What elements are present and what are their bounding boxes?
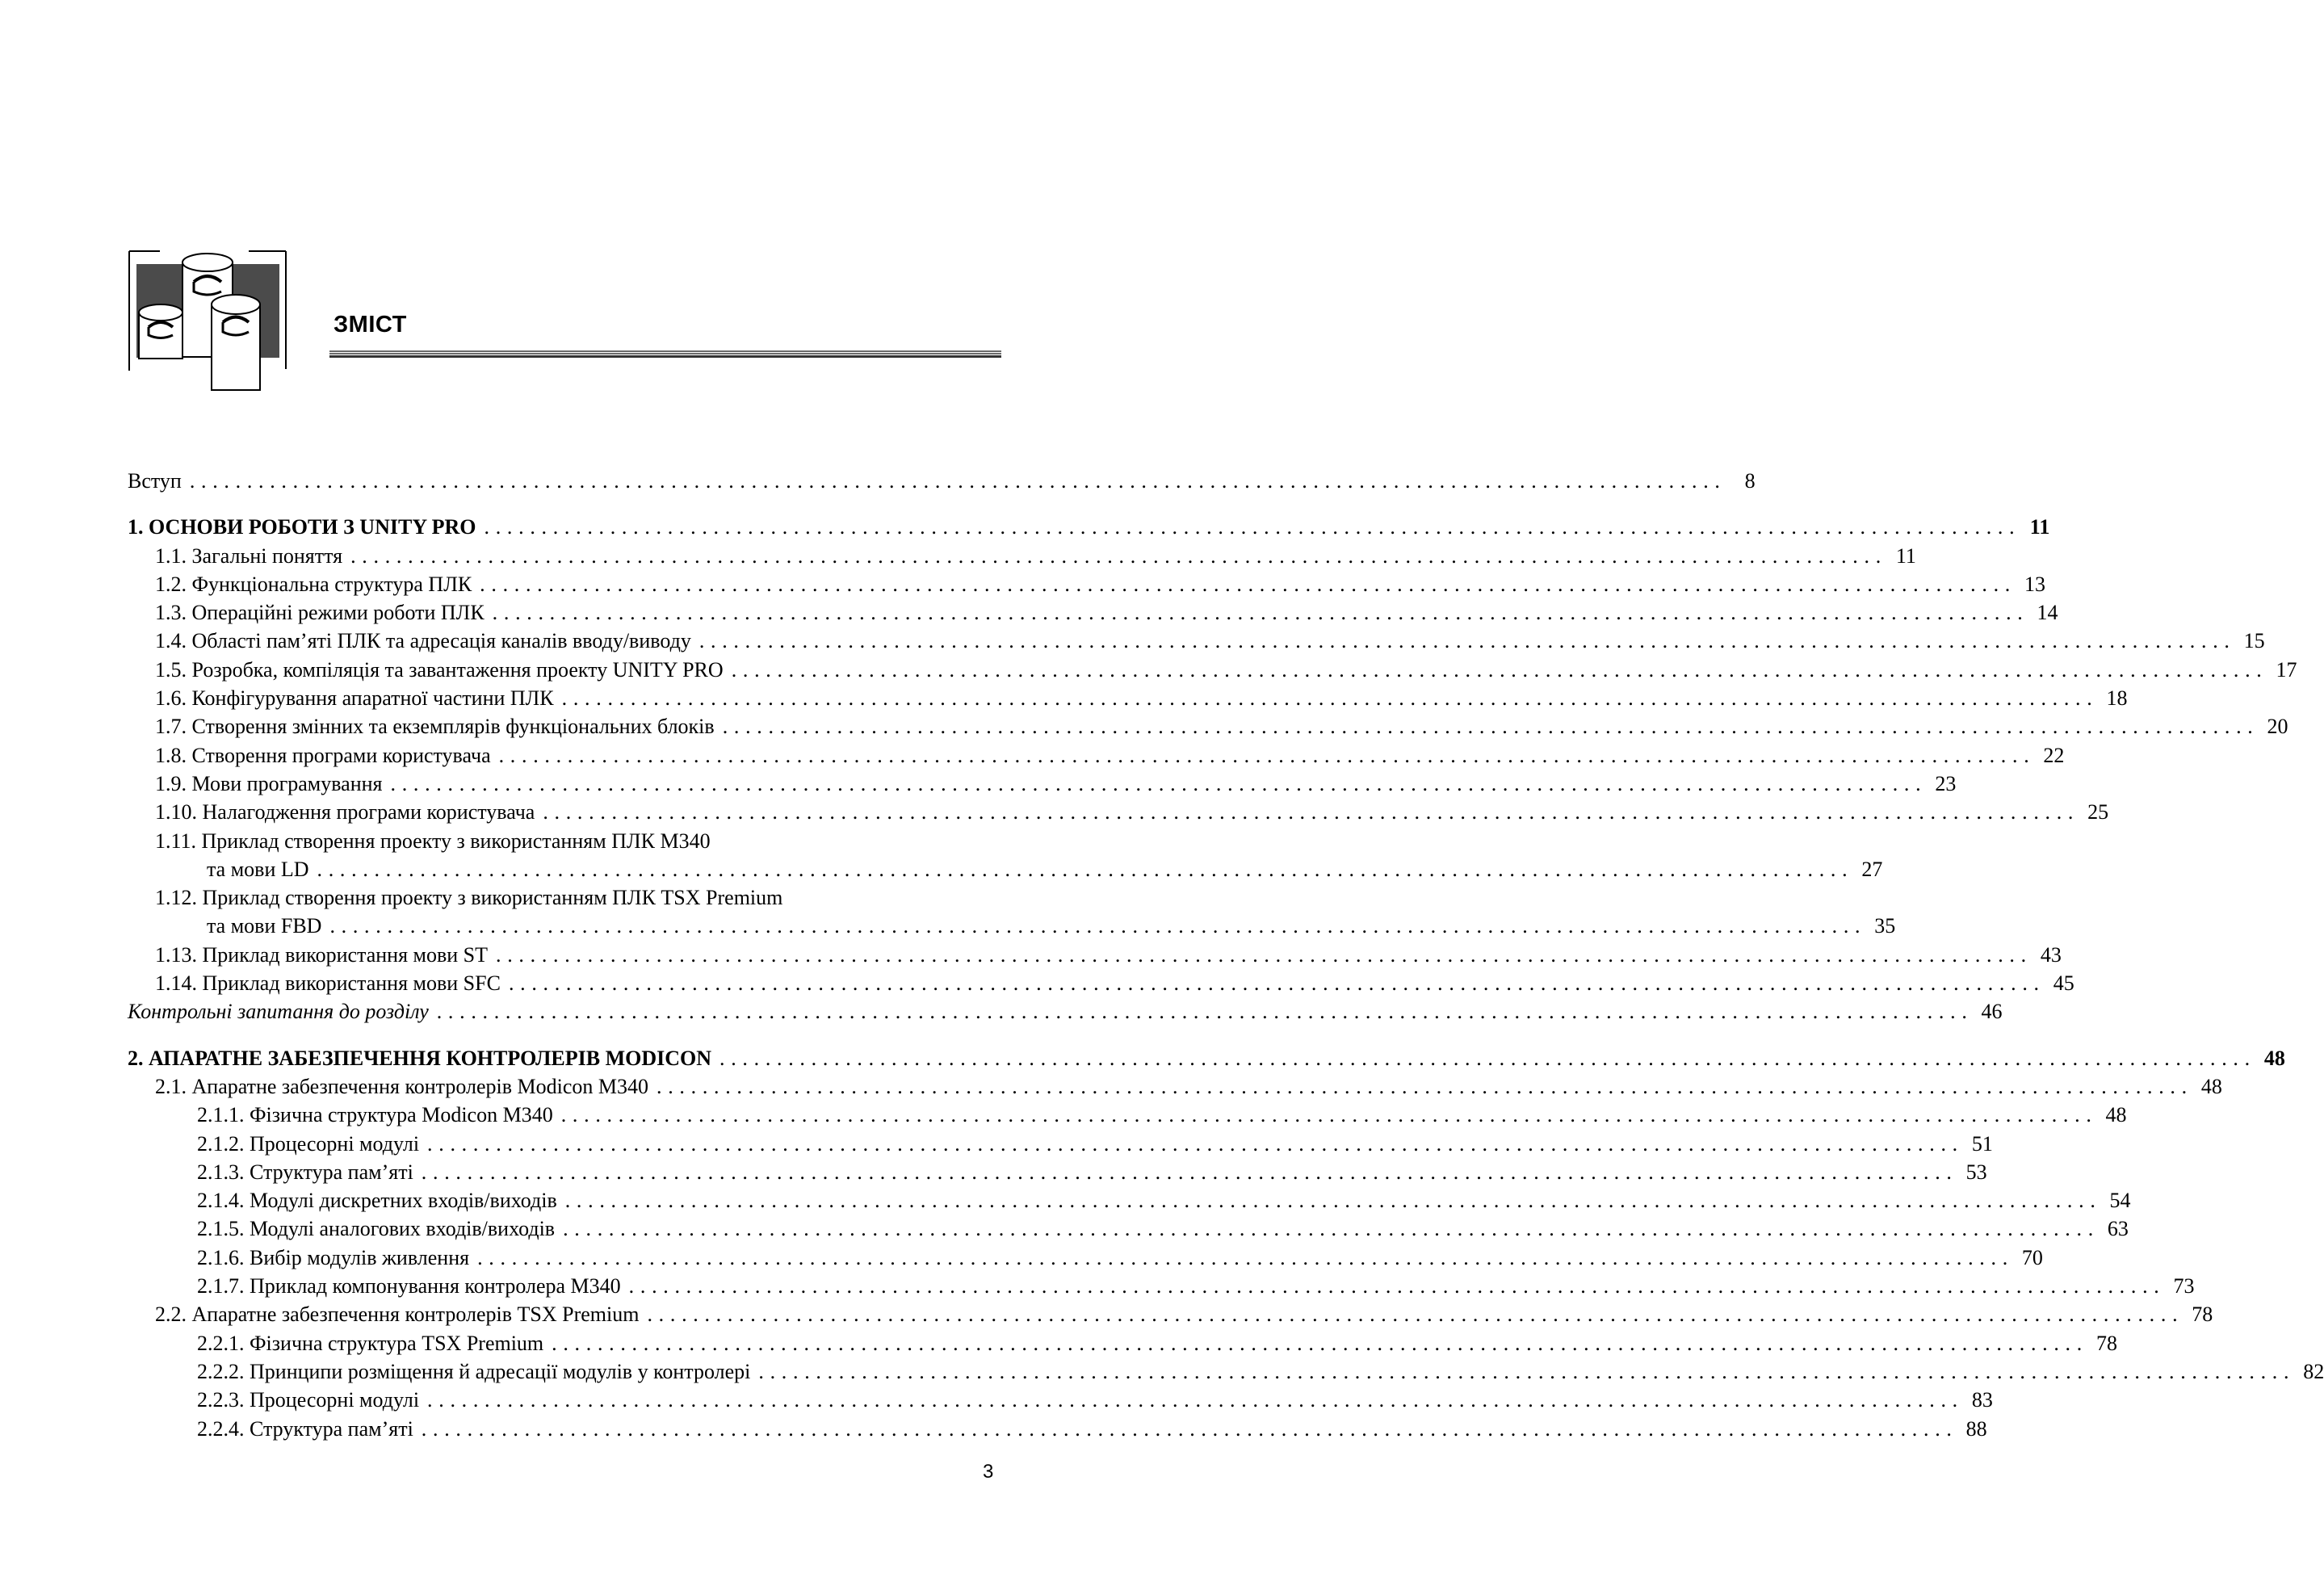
toc-entry[interactable]: 1.9. Мови програмування ...................................................................................................................................... 23 bbox=[155, 771, 1957, 795]
leader-dots: ...................................................................................................................................... bbox=[189, 469, 1726, 493]
toc-entry-line1[interactable]: 1.11. Приклад створення проекту з використанням ПЛК M340 bbox=[155, 829, 711, 853]
toc-entry[interactable]: 1.2. Функціональна структура ПЛК ...................................................................................................................................... 13 bbox=[155, 572, 2045, 596]
toc-entry[interactable]: 2.1.1. Фізична структура Modicon M340 ...................................................................................................................................... 48 bbox=[197, 1103, 2127, 1127]
toc-entry[interactable]: 2.2.4. Структура пам’яті ...................................................................................................................................... 88 bbox=[197, 1416, 1987, 1441]
toc-entry[interactable]: 2.2.2. Принципи розміщення й адресації модулів у контролері ...................................................................................................................................... 82 bbox=[197, 1359, 2324, 1383]
page-title: ЗМІСТ bbox=[333, 312, 407, 338]
toc-entry[interactable]: 2.1.5. Модулі аналогових входів/виходів ...................................................................................................................................... 63 bbox=[197, 1217, 2129, 1241]
toc-entry[interactable]: 2.1.7. Приклад компонування контролера M340 ...................................................................................................................................... 73 bbox=[197, 1274, 2195, 1298]
toc-entry-line2[interactable]: та мови LD ...................................................................................................................................... 27 bbox=[207, 857, 1883, 881]
toc-section[interactable]: 2.1. Апаратне забезпечення контролерів Modicon M340 ...................................................................................................................................... 48 bbox=[155, 1074, 2222, 1098]
toc-entry[interactable]: 1.1. Загальні поняття ...................................................................................................................................... 11 bbox=[155, 543, 1916, 568]
toc-entry[interactable]: 1.5. Розробка, компіляція та завантаження проекту UNITY PRO ...................................................................................................................................... 17 bbox=[155, 657, 2297, 682]
toc-section[interactable]: 2.2. Апаратне забезпечення контролерів TSX Premium ...................................................................................................................................... 78 bbox=[155, 1303, 2213, 1327]
leader-dots: ...................................................................................................................................... bbox=[484, 515, 2021, 539]
toc-entry[interactable]: 2.1.6. Вибір модулів живлення ...................................................................................................................................... 70 bbox=[197, 1245, 2043, 1269]
toc-entry[interactable]: 1.10. Налагодження програми користувача ...................................................................................................................................... 25 bbox=[155, 800, 2109, 824]
table-of-contents bbox=[128, 467, 2324, 1443]
toc-entry-questions[interactable]: Контрольні запитання до розділу ...................................................................................................................................... 46 bbox=[128, 1000, 2003, 1024]
toc-entry[interactable]: 1.7. Створення змінних та екземплярів функціональних блоків ...................................................................................................................................... 20 bbox=[155, 715, 2288, 739]
toc-entry[interactable]: 1.4. Області пам’яті ПЛК та адресація каналів вводу/виводу ...................................................................................................................................... 15 bbox=[155, 629, 2265, 653]
leader-dots: ...................................................................................................................................... bbox=[719, 1046, 2256, 1070]
title-rule bbox=[329, 350, 1001, 362]
toc-entry[interactable]: 1.8. Створення програми користувача ...................................................................................................................................... 22 bbox=[155, 743, 2065, 767]
toc-entry[interactable]: 1.13. Приклад використання мови ST ...................................................................................................................................... 43 bbox=[155, 942, 2062, 967]
page-number: 3 bbox=[983, 1461, 994, 1483]
toc-entry-intro[interactable]: Вступ ...................................................................................................................................... 8 bbox=[128, 467, 996, 495]
toc-chapter-1[interactable]: 1. ОСНОВИ РОБОТИ З UNITY PRO ...................................................................................................................................... 11 bbox=[128, 513, 996, 541]
toc-entry[interactable]: 2.2.3. Процесорні модулі ...................................................................................................................................... 83 bbox=[197, 1388, 1993, 1412]
toc-entry[interactable]: 2.1.2. Процесорні модулі ...................................................................................................................................... 51 bbox=[197, 1131, 1993, 1156]
toc-chapter-2[interactable]: 2. АПАРАТНЕ ЗАБЕЗПЕЧЕННЯ КОНТРОЛЕРІВ MODICON ...................................................................................................................................... 48 bbox=[128, 1044, 996, 1072]
toc-entry[interactable]: 2.1.3. Структура пам’яті ...................................................................................................................................... 53 bbox=[197, 1160, 1987, 1184]
toc-entry[interactable]: 2.2.1. Фізична структура TSX Premium ...................................................................................................................................... 78 bbox=[197, 1331, 2117, 1355]
toc-entry[interactable]: 1.3. Операційні режими роботи ПЛК ...................................................................................................................................... 14 bbox=[155, 601, 2058, 625]
chapter-logo-icon bbox=[128, 248, 289, 390]
toc-entry[interactable]: 1.6. Конфігурування апаратної частини ПЛК ...................................................................................................................................... 18 bbox=[155, 686, 2128, 711]
toc-entry-line2[interactable]: та мови FBD ...................................................................................................................................... 35 bbox=[207, 914, 1896, 938]
toc-entry[interactable]: 2.1.4. Модулі дискретних входів/виходів ...................................................................................................................................... 54 bbox=[197, 1189, 2131, 1213]
toc-entry[interactable]: 1.14. Приклад використання мови SFC ...................................................................................................................................... 45 bbox=[155, 971, 2074, 996]
toc-entry-line1[interactable]: 1.12. Приклад створення проекту з використанням ПЛК TSX Premium bbox=[155, 886, 783, 910]
